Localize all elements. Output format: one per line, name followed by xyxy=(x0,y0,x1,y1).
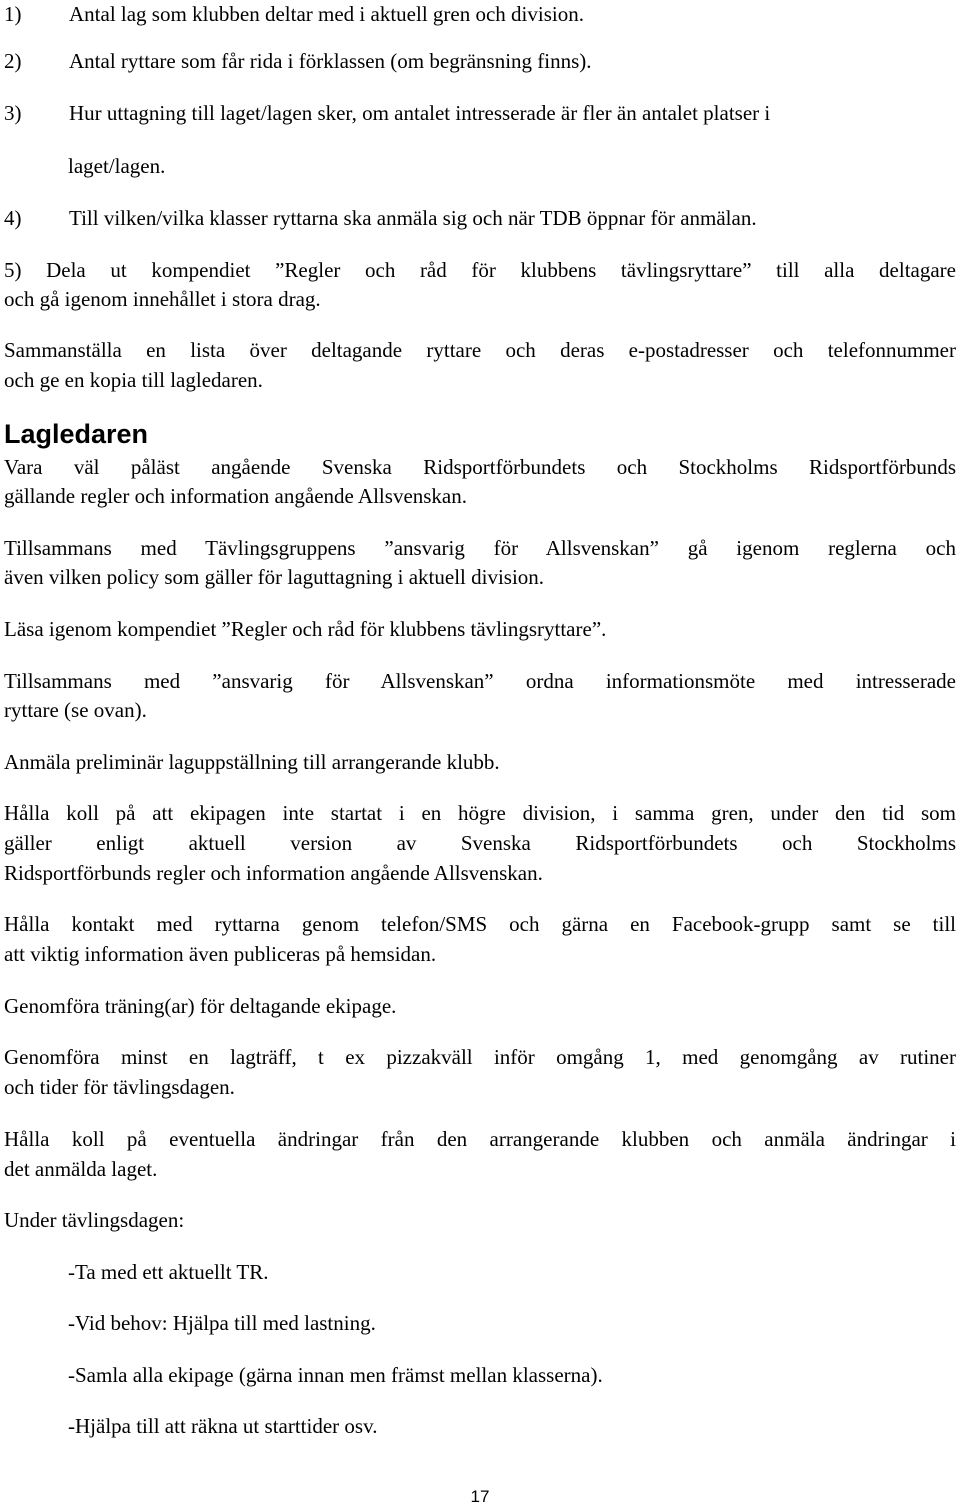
paragraph-6-line-1: Hålla koll på att ekipagen inte startat i en högre division, i samma gren, under den tid som xyxy=(4,801,956,825)
paragraph-9-line-2: och tider för tävlingsdagen. xyxy=(4,1075,235,1099)
list-number: 1) xyxy=(4,2,22,26)
paragraph-1-line-2: gällande regler och information angående Allsvenskan. xyxy=(4,484,468,508)
paragraph-3: Läsa igenom kompendiet ”Regler och råd för klubbens tävlingsryttare”. xyxy=(4,617,607,641)
paragraph-10-line-2: det anmälda laget. xyxy=(4,1157,158,1181)
list-number: 4) xyxy=(4,206,22,230)
paragraph-6-line-2: gäller enligt aktuell version av Svenska Ridsportförbundets och Stockholms xyxy=(4,831,956,855)
list-item-5-line-2: och gå igenom innehållet i stora drag. xyxy=(4,287,321,311)
paragraph-10-line-1: Hålla koll på eventuella ändringar från den arrangerande klubben och anmäla ändringar i xyxy=(4,1127,956,1151)
paragraph-5: Anmäla preliminär laguppställning till arrangerande klubb. xyxy=(4,750,500,774)
list-text: Till vilken/vilka klasser ryttarna ska anmäla sig och när TDB öppnar för anmälan. xyxy=(69,206,757,230)
sub-item-3: -Samla alla ekipage (gärna innan men främst mellan klasserna). xyxy=(68,1363,603,1387)
paragraph-1-line-1: Vara väl påläst angående Svenska Ridsportförbundets och Stockholms Ridsportförbunds xyxy=(4,455,956,479)
page-number: 17 xyxy=(470,1487,490,1506)
paragraph-6-line-3: Ridsportförbunds regler och information angående Allsvenskan. xyxy=(4,861,543,885)
section-heading: Lagledaren xyxy=(4,419,149,449)
paragraph-11: Under tävlingsdagen: xyxy=(4,1208,185,1232)
list-item-5-line-1: 5) Dela ut kompendiet ”Regler och råd för klubbens tävlingsryttare” till alla deltagare xyxy=(4,258,956,282)
paragraph-8: Genomföra träning(ar) för deltagande ekipage. xyxy=(4,994,397,1018)
sub-item-4: -Hjälpa till att räkna ut starttider osv. xyxy=(68,1414,378,1438)
paragraph-7-line-2: att viktig information även publiceras på hemsidan. xyxy=(4,942,437,966)
paragraph-4-line-1: Tillsammans med ”ansvarig för Allsvenskan” ordna informationsmöte med intresserade xyxy=(4,669,956,693)
sub-item-2: -Vid behov: Hjälpa till med lastning. xyxy=(68,1311,376,1335)
intro-paragraph-line-1: Sammanställa en lista över deltagande ryttare och deras e-postadresser och telefonnummer xyxy=(4,338,956,362)
paragraph-4-line-2: ryttare (se ovan). xyxy=(4,698,147,722)
intro-paragraph-line-2: och ge en kopia till lagledaren. xyxy=(4,368,263,392)
list-item-3-continuation: laget/lagen. xyxy=(68,154,166,178)
paragraph-2-line-2: även vilken policy som gäller för laguttagning i aktuell division. xyxy=(4,565,545,589)
list-number: 2) xyxy=(4,49,22,73)
list-text: Antal ryttare som får rida i förklassen (om begränsning finns). xyxy=(69,49,592,73)
paragraph-9-line-1: Genomföra minst en lagträff, t ex pizzakväll inför omgång 1, med genomgång av rutiner xyxy=(4,1045,956,1069)
list-number: 3) xyxy=(4,101,22,125)
paragraph-7-line-1: Hålla kontakt med ryttarna genom telefon/SMS och gärna en Facebook-grupp samt se till xyxy=(4,912,956,936)
paragraph-2-line-1: Tillsammans med Tävlingsgruppens ”ansvarig för Allsvenskan” gå igenom reglerna och xyxy=(4,536,956,560)
list-text: Hur uttagning till laget/lagen sker, om antalet intresserade är fler än antalet platser i xyxy=(69,101,771,125)
list-text: Antal lag som klubben deltar med i aktuell gren och division. xyxy=(69,2,584,26)
sub-item-1: -Ta med ett aktuellt TR. xyxy=(68,1260,269,1284)
